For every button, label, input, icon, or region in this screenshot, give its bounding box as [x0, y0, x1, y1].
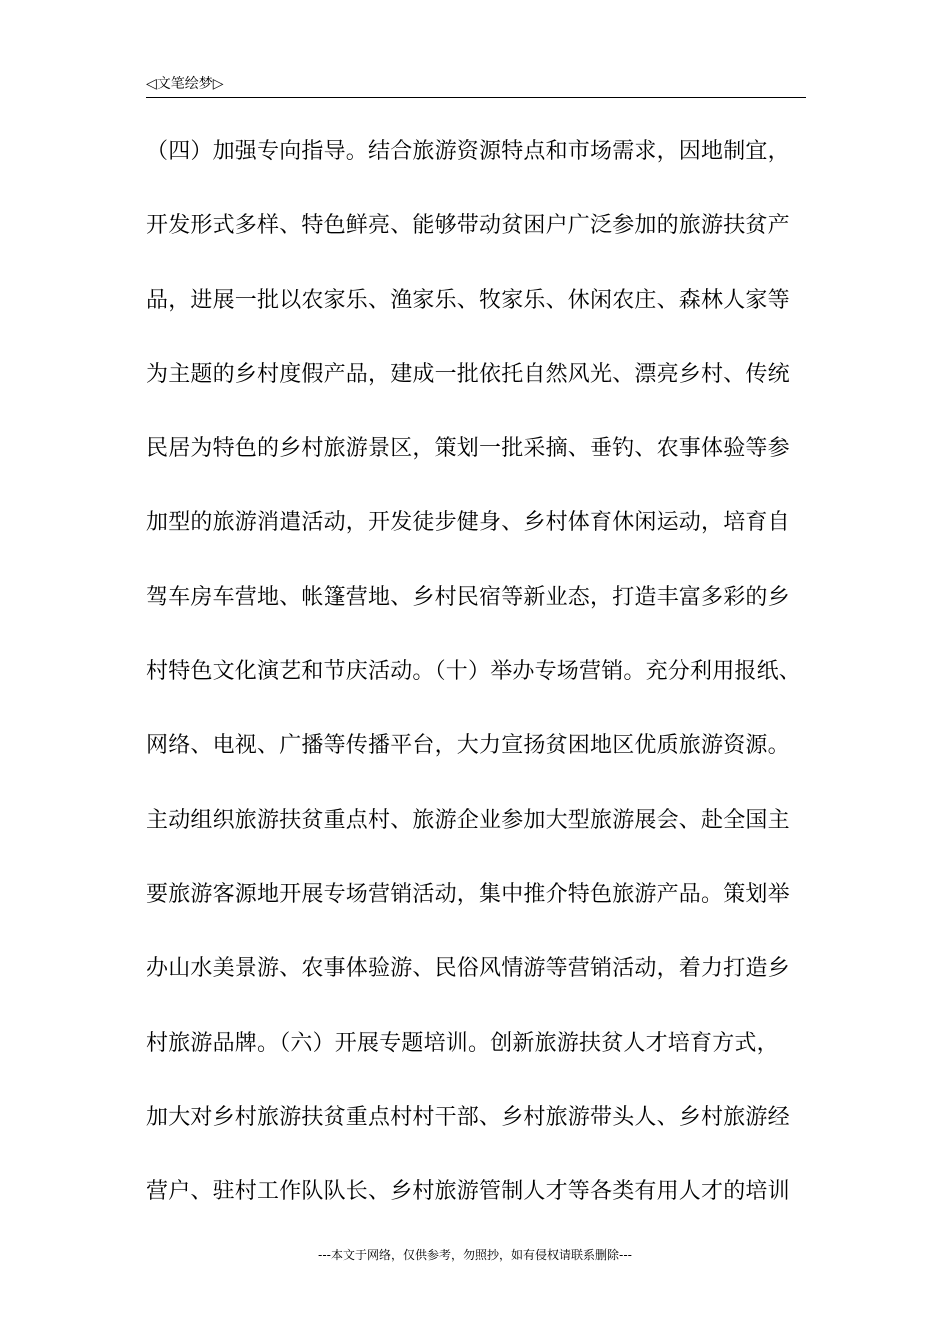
body-line: 开发形式多样、特色鲜亮、能够带动贫困户广泛参加的旅游扶贫产	[146, 213, 790, 239]
body-line: 为主题的乡村度假产品，建成一批依托自然风光、漂亮乡村、传统	[146, 361, 790, 387]
body-line: （四）加强专向指导。结合旅游资源特点和市场需求，因地制宜，	[146, 139, 790, 164]
body-line: 驾车房车营地、帐篷营地、乡村民宿等新业态，打造丰富多彩的乡	[146, 584, 790, 610]
body-line: 加大对乡村旅游扶贫重点村村干部、乡村旅游带头人、乡村旅游经	[146, 1104, 790, 1130]
document-body	[146, 130, 818, 1244]
body-line: 要旅游客源地开展专场营销活动，集中推介特色旅游产品。策划举	[146, 881, 790, 907]
page-header	[146, 74, 806, 98]
body-line: 办山水美景游、农事体验游、民俗风情游等营销活动，着力打造乡	[146, 956, 790, 982]
header-brand: ◁文笔绘梦▷	[146, 76, 224, 92]
body-line: 营户、驻村工作队队长、乡村旅游管制人才等各类有用人才的培训	[146, 1179, 790, 1205]
body-line: 网络、电视、广播等传播平台，大力宣扬贫困地区优质旅游资源。	[146, 733, 790, 759]
header-divider	[146, 97, 806, 98]
body-line: 加型的旅游消遣活动，开发徒步健身、乡村体育休闲运动，培育自	[146, 510, 790, 536]
body-line: 村特色文化演艺和节庆活动。（十）举办专场营销。充分利用报纸、	[146, 659, 802, 685]
body-line: 民居为特色的乡村旅游景区，策划一批采摘、垂钓、农事体验等参	[146, 436, 790, 462]
footer-notice: ---本文于网络，仅供参考，勿照抄，如有侵权请联系删除---	[318, 1248, 632, 1262]
body-line: 村旅游品牌。（六）开展专题培训。创新旅游扶贫人才培育方式，	[146, 1030, 779, 1056]
body-line: 品，进展一批以农家乐、渔家乐、牧家乐、休闲农庄、森林人家等	[146, 287, 790, 313]
body-line: 主动组织旅游扶贫重点村、旅游企业参加大型旅游展会、赴全国主	[146, 807, 790, 833]
